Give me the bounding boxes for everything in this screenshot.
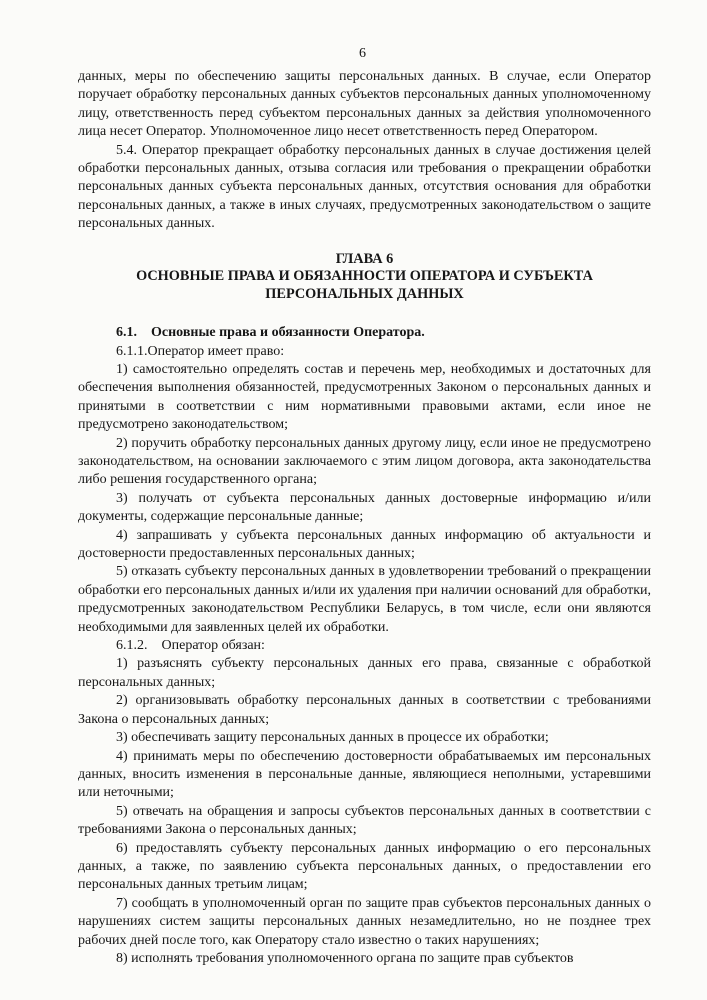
- right-item: 3) получать от субъекта персональных данных достоверные информацию и/или документы, содержащие персональные данные;: [78, 490, 651, 525]
- duty-item: 5) отвечать на обращения и запросы субъектов персональных данных в соответствии с требованиями Закона о персональных данных;: [78, 803, 651, 838]
- right-item: 1) самостоятельно определять состав и перечень мер, необходимых и достаточных для обеспечения выполнения обязанностей, предусмотренных Законом о персональных данных и принятыми в соответствии с ним нормативными правовыми актами, если иное не предусмотрено законодательством;: [78, 361, 651, 433]
- duties-intro-number: 6.1.2.: [116, 638, 148, 654]
- chapter-number: ГЛАВА 6: [335, 250, 394, 267]
- section-number: 6.1.: [116, 325, 137, 341]
- paragraph-5-4: 5.4. Оператор прекращает обработку персональных данных в случае достижения целей обработки персональных данных, отзыва согласия или требования о прекращении обработки персональных данных субъекта персональных данных, отсутствия основания для обработки персональных данных, а также в иных случаях, предусмотренных законодательством о защите персональных данных.: [78, 142, 651, 232]
- duty-item: 6) предоставлять субъекту персональных данных информацию о его персональных данных, а также, по заявлению субъекта персональных данных, о предоставлении его персональных данных третьим лицам;: [78, 840, 651, 893]
- right-item: 5) отказать субъекту персональных данных в удовлетворении требований о прекращении обработки его персональных данных и/или их удаления при наличии оснований для обработки, предусмотренных законодательством Республики Беларусь, в том числе, если они являются необходимыми для заявленных целей их обработки.: [78, 564, 651, 635]
- chapter-title-line2: ПЕРСОНАЛЬНЫХ ДАННЫХ: [265, 285, 464, 302]
- duty-item: 4) принимать меры по обеспечению достоверности обрабатываемых им персональных данных, вносить изменения в персональные данные, являющиеся неполными, устаревшими или неточными;: [78, 748, 651, 801]
- right-item: 4) запрашивать у субъекта персональных данных информацию об актуальности и достоверности предоставленных персональных данных;: [78, 527, 651, 562]
- page-number: 6: [359, 46, 366, 61]
- chapter-title-line1: ОСНОВНЫЕ ПРАВА И ОБЯЗАННОСТИ ОПЕРАТОРА И СУБЪЕКТА: [136, 268, 593, 285]
- duty-item: 7) сообщать в уполномоченный орган по защите прав субъектов персональных данных о нарушениях систем защиты персональных данных незамедлительно, но не позднее трех рабочих дней после того, как Оператору стало известно о таких нарушениях;: [78, 895, 651, 948]
- rights-intro: 6.1.1.Оператор имеет право:: [116, 343, 285, 359]
- right-item: 2) поручить обработку персональных данных другому лицу, если иное не предусмотрено законодательством, на основании заключаемого с этим лицом договора, акта законодательства либо решения государственного органа;: [78, 435, 651, 488]
- section-title-text: Основные права и обязанности Оператора.: [151, 325, 425, 341]
- section-title: [78, 324, 651, 342]
- duty-item: 2) организовывать обработку персональных данных в соответствии с требованиями Закона о персональных данных;: [78, 693, 651, 727]
- duty-item: 3) обеспечивать защиту персональных данных в процессе их обработки;: [116, 730, 549, 746]
- duty-item: 8) исполнять требования уполномоченного органа по защите прав субъектов: [116, 950, 574, 966]
- paragraph-continuation: данных, меры по обеспечению защиты персональных данных. В случае, если Оператор поручает обработку персональных данных субъектов персональных данных уполномоченному лицу, ответственность перед субъектом персональных данных за действия уполномоченного лица несет Оператор. Уполномоченное лицо несет ответственность перед Оператором.: [78, 69, 651, 140]
- duty-item: 1) разъяснять субъекту персональных данных его права, связанные с обработкой персональных данных;: [78, 656, 651, 690]
- duties-intro: [78, 637, 651, 655]
- duties-intro-text: Оператор обязан:: [161, 638, 265, 654]
